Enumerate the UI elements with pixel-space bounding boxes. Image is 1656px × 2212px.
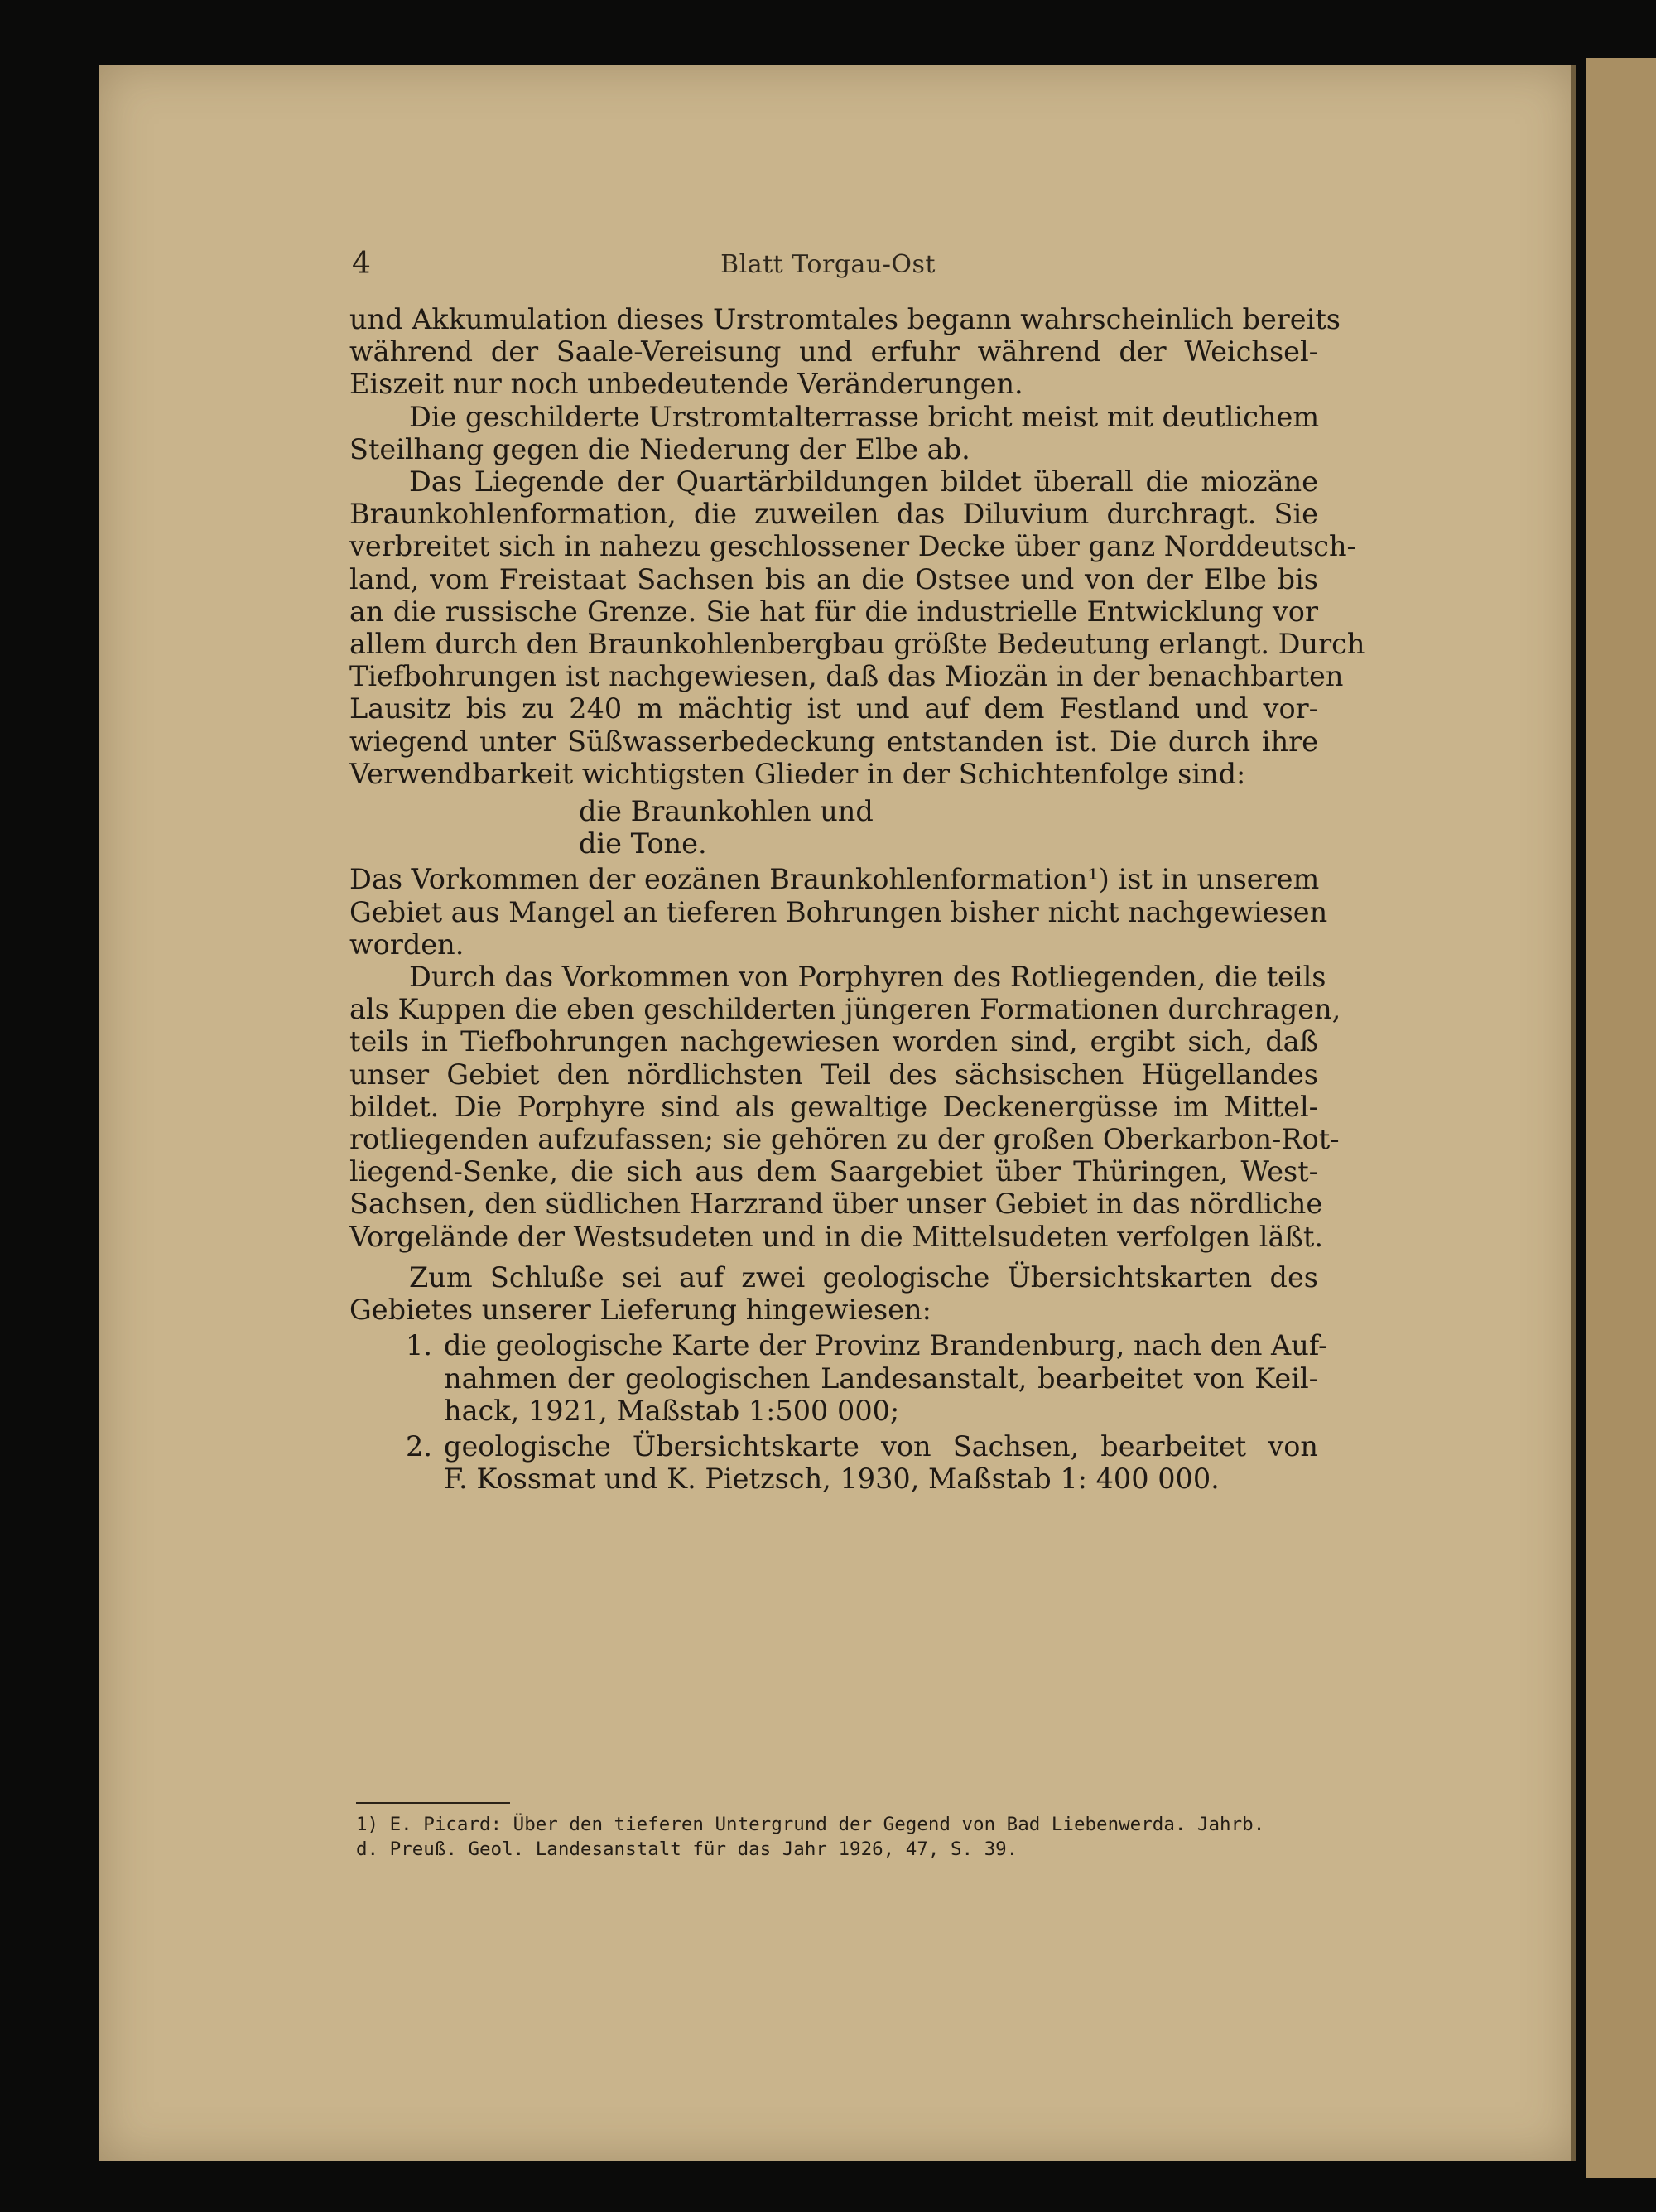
text-line: Gebiet aus Mangel an tieferen Bohrungen bisher nicht nachgewiesen (349, 895, 1328, 928)
text-line: Die geschilderte Urstromtalterrasse bricht meist mit deutlichem (409, 400, 1320, 433)
text-line: an die russische Grenze. Sie hat für die industrielle Entwicklung vor (349, 595, 1318, 628)
text-line: Das Vorkommen der eozänen Braunkohlenformation¹) ist in unserem (349, 863, 1320, 896)
page-number: 4 (352, 247, 371, 281)
text-line: Verwendbarkeit wichtigsten Glieder in der Schichtenfolge sind: (349, 757, 1246, 790)
list-item: die Tone. (579, 827, 707, 860)
text-line: Vorgelände der Westsudeten und in die Mittelsudeten verfolgen läßt. (349, 1220, 1323, 1253)
text-line: Braunkohlenformation, die zuweilen das Diluvium durchragt. Sie (349, 498, 1318, 531)
text-line: verbreitet sich in nahezu geschlossener Decke über ganz Norddeutsch- (349, 530, 1356, 563)
text-line: die geologische Karte der Provinz Brandenburg, nach den Auf- (444, 1329, 1328, 1362)
page-edge (1571, 65, 1576, 2161)
text-line: als Kuppen die eben geschilderten jüngeren Formationen durchragen, (349, 993, 1341, 1026)
text-line: unser Gebiet den nördlichsten Teil des sächsischen Hügellandes (349, 1058, 1318, 1091)
footnote-line: d. Preuß. Geol. Landesanstalt für das Jahr 1926, 47, S. 39. (356, 1839, 1018, 1860)
footnote (356, 1812, 1321, 1862)
text-line: rotliegenden aufzufassen; sie gehören zu der großen Oberkarbon-Rot- (349, 1123, 1340, 1156)
numbered-item-2 (349, 1430, 1318, 1495)
text-line: geologische Übersichtskarte von Sachsen, bearbeitet von (444, 1429, 1318, 1463)
text-line: Tiefbohrungen ist nachgewiesen, daß das Miozän in der benachbarten (349, 660, 1344, 693)
text-line: wiegend unter Süßwasserbedeckung entstanden ist. Die durch ihre (349, 725, 1318, 758)
numbered-item-1 (349, 1329, 1328, 1427)
paragraph-2 (349, 401, 1318, 465)
text-line: Lausitz bis zu 240 m mächtig ist und auf dem Festland und vor- (349, 692, 1318, 725)
text-line: allem durch den Braunkohlenbergbau größte Bedeutung erlangt. Durch (349, 628, 1365, 661)
text-line: während der Saale-Vereisung und erfuhr während der Weichsel- (349, 335, 1318, 369)
text-line: land, vom Freistaat Sachsen bis an die Ostsee und von der Elbe bis (349, 562, 1318, 595)
text-line: worden. (349, 928, 465, 961)
body-text (349, 303, 1365, 1496)
mineral-list (349, 795, 1318, 860)
footnote-rule (356, 1802, 510, 1804)
footnote-line: 1) E. Picard: Über den tieferen Untergrund der Gegend von Bad Liebenwerda. Jahrb. (356, 1814, 1265, 1835)
text-line: Eiszeit nur noch unbedeutende Veränderungen. (349, 368, 1023, 401)
next-page-edge (1586, 58, 1656, 2178)
text-line: Steilhang gegen die Niederung der Elbe ab. (349, 432, 970, 465)
list-item: die Braunkohlen und (579, 795, 874, 828)
paragraph-1 (349, 303, 1341, 401)
paragraph-6 (349, 1261, 1318, 1326)
text-line: Das Liegende der Quartärbildungen bildet überall die miozäne (409, 465, 1318, 499)
item-number: 1. (406, 1329, 432, 1362)
text-line: Sachsen, den südlichen Harzrand über unser Gebiet in das nördliche (349, 1188, 1323, 1221)
text-line: liegend-Senke, die sich aus dem Saargebiet über Thüringen, West- (349, 1155, 1318, 1188)
item-number: 2. (406, 1429, 432, 1463)
text-line: teils in Tiefbohrungen nachgewiesen worden sind, ergibt sich, daß (349, 1025, 1318, 1058)
text-line: Gebietes unserer Lieferung hingewiesen: (349, 1294, 932, 1327)
text-line: und Akkumulation dieses Urstromtales begann wahrscheinlich bereits (349, 303, 1341, 335)
text-line: Durch das Vorkommen von Porphyren des Rotliegenden, die teils (409, 961, 1326, 994)
text-line: nahmen der geologischen Landesanstalt, bearbeitet von Keil- (444, 1361, 1318, 1395)
paragraph-4 (349, 863, 1328, 961)
paragraph-5 (349, 961, 1341, 1253)
running-title: Blatt Torgau-Ost (720, 250, 936, 279)
text-line: Zum Schluße sei auf zwei geologische Übersichtskarten des (409, 1260, 1318, 1294)
text-line: bildet. Die Porphyre sind als gewaltige Deckenergüsse im Mittel- (349, 1090, 1318, 1123)
text-line: hack, 1921, Maßstab 1:500 000; (444, 1394, 900, 1427)
text-line: F. Kossmat und K. Pietzsch, 1930, Maßstab 1: 400 000. (444, 1463, 1220, 1496)
paragraph-3 (349, 465, 1365, 790)
